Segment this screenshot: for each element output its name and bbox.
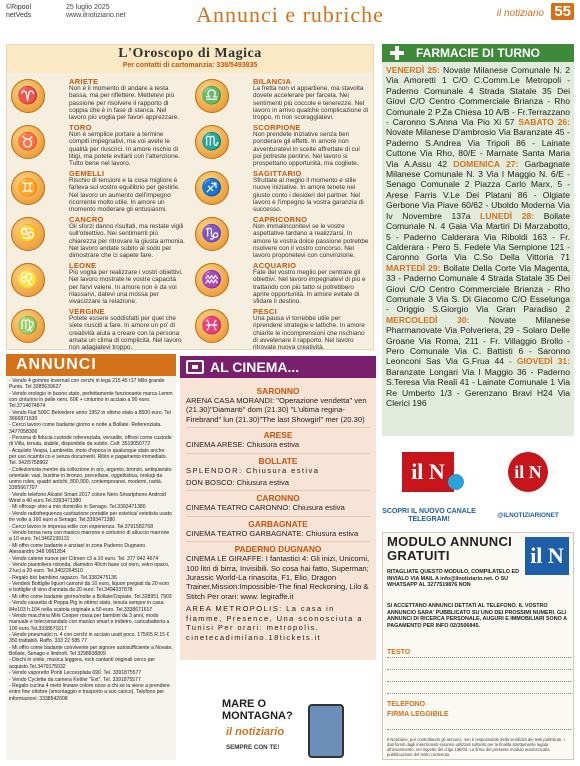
sign-name: VERGINE: [69, 307, 105, 316]
summer-ad[interactable]: [206, 696, 354, 760]
page-number: 55: [551, 3, 574, 20]
divider: [186, 427, 370, 428]
telegram-promo[interactable]: [382, 446, 476, 528]
classified-ad: - Cerco lavoro come badante giorno e notte a Bollate. Referenziata. 3477058306: [9, 422, 162, 435]
ad-headline: MARE O MONTAGNA?: [222, 698, 293, 722]
divider: [186, 490, 370, 491]
classified-ad: - Vendo macchina Mini Cooper rossa per bambini da 3 anni, modo manuale e telecomandato con manico smart e indietro, caricabatteria a 100 euro.Tel.3338671617: [9, 613, 170, 632]
classified-ad: - Acquisto Vespa, Lambretta, moto d'epoca in qualunque stato anche per uso ricambi co e senza documenti. Ritiro e pagamento immediato. Tel. 342/5758902: [9, 447, 167, 467]
horoscope-sign: [191, 305, 373, 350]
horoscope-sign: [7, 259, 189, 304]
pharmacy-list-text: Novate Milanese Pharmanovate Via Polveriera, 29 - Solaro Delle Groane Via Roma, 211 - Fr. Villaggio Brollo - Pero Comunale Via C. Battisti 6 - Saronno Leonconi Sas Via G.Frua 44: [386, 314, 570, 367]
zodiac-icon: ♈: [11, 79, 45, 113]
classified-ad: - Cerco lavoro in impresa edile con esperienza. Tel.3791582768: [9, 523, 154, 530]
classifieds-title: ANNUNCI: [6, 354, 176, 376]
section-title: Annunci e rubriche: [196, 2, 384, 27]
text-field-line[interactable]: [387, 657, 571, 658]
signature-field-label: FIRMA LEGGIBILE: [387, 711, 449, 718]
cinema-listing: ARENA CASA MORANDI: "Operazione vendetta" ven (21.30)"Diamanti" dom (21.30) "L'ultima regina-Firebrand" lun (21.30)"The last Showgirl" mer (20.30): [186, 396, 367, 424]
zodiac-icon: ♒: [195, 263, 229, 297]
zodiac-icon: ♍: [11, 309, 45, 343]
horoscope-sign: [191, 167, 373, 212]
sign-name: SCORPIONE: [253, 123, 301, 132]
phone-icon: [308, 704, 344, 758]
sign-forecast: Non è semplice portare a termine compiti impegnativi, ma voi avete le qualità per riuscirci. In amore rischio di litigi, ma potete evitarli con l'attenzione. Tutto bene nel lavoro.: [69, 131, 180, 168]
classified-ad: - Collezionista mentre da collezione in oro, argento, bronzo, antiquariato orientale: vasi, bustine in bronzo, porcellane, oggettistica, orologi da uomo rolex, quadri antichi, 800,900, contemporanei, moderni, rarità. 3395667707: [9, 466, 172, 492]
phone-field-label: TELEFONO: [387, 701, 426, 708]
sign-forecast: Gli sforzi danno risultati, ma restate vigili sull'obiettivo. Nei sentimenti più chiarezza per ritrovare la giusta armonia. Nel lavoro andate subito al sodo per dimostrare che ci sapete fare.: [69, 223, 185, 260]
sign-name: ACQUARIO: [253, 261, 297, 270]
cinema-town: CARONNO: [256, 493, 300, 504]
sign-name: SAGITTARIO: [253, 169, 302, 178]
zodiac-icon: ♎: [195, 79, 229, 113]
horoscope-sign: [7, 213, 189, 258]
sign-forecast: Rischio di tensioni e la cosa migliore è farleva sul vostro equilibrio per gestirle. Nel lavoro un aumento dell'impegno ricorrente molto utile. In amore un momento moderare gli entusiasmi.: [69, 177, 180, 214]
form-instructions: RITAGLIATE QUESTO MODULO, COMPILATELO ED INVIALO VIA MAIL A info@ilnotiziario.net. O SU WHATSAPP AL 3277519876 NON: [387, 569, 519, 589]
text-field-line[interactable]: [387, 669, 571, 670]
sign-forecast: Una pausa vi torrebbe utile per riprendere strategie e tattiche. In amore chiarite le incomprensioni che rischiano di avvelenare il rapporto. Nel lavoro ritrovate nuova creatività.: [253, 315, 365, 352]
pharmacy-list-text: Garbagnate Milanese Comunale N. 3 Via I Maggio N. 6/E - Senago Comunale 2 Piazza Carlo Marx, 5 - Arese Farris V.Le Dei Platani 86 - Olgiate Gerbone Via Piave 60/62 - Uboldo Moderna Via Iv Novembre 137a: [386, 158, 571, 221]
zodiac-icon: ♐: [195, 171, 229, 205]
pharmacy-title: FARMACIE DI TURNO: [416, 46, 540, 60]
social-section: [382, 446, 574, 528]
sign-name: BILANCIA: [253, 77, 292, 86]
cinema-listing: CINEMA LE GIRAFFE: I fantastici 4: Gli inizi, Unicorni, 100 litri di birra, Invisibili. So cosa hai fatto, Superman; Jurassic World-La rinascita, F1, Elio, Dragon Trainer,Mission:Impossible-The final Reckoning, Lilo & Stitch Per orari: www. legiraffe.it: [186, 554, 370, 601]
pharmacy-day: SABATO 26:: [518, 117, 570, 128]
pharmacy-day: MARTEDÌ 29:: [386, 262, 441, 273]
classifieds-list: [6, 376, 176, 760]
telegram-icon: [448, 474, 464, 490]
classified-ad: - Regalo bici bambino ragazzo. Tel.3382475136: [9, 574, 117, 581]
classified-ad: - Vendo vaporetto Ponti Leccesplata 690. Tel. 3391875577: [9, 670, 142, 677]
cinema-town: PADERNO DUGNANO: [234, 544, 322, 555]
page-header: [0, 0, 580, 44]
cinema-header: [180, 356, 376, 378]
horoscope-sign: [7, 305, 189, 350]
divider: [186, 453, 370, 454]
cinema-listing: CINEMA ARESE: Chiusura estiva: [186, 440, 300, 450]
horoscope-sign: [191, 213, 373, 258]
cinema-listing: SPLENDOR: Chiusura estiva: [186, 465, 320, 475]
sign-forecast: Potete essere soddisfatti per quel che siete riusciti a fare. In amore un po' di creatività aiuta a creare con la persona amata un clima di complicità. Nel lavoro non adagiatevi troppo.: [69, 315, 182, 352]
sign-name: LEONE: [69, 261, 97, 270]
zodiac-icon: ♉: [11, 125, 45, 159]
form-disclaimer: Il Notiziario, pur controllando gli annunci, non è responsabile della veridicità dei testi pubblicati. I dati forniti dagli inserzionisti saranno utilizzati soltanto per la finalità strettamente legata all'inserimento, nel rispetto del d.lgs 196/03. La firma del presente modulo autorizza alla pubblicazione del testo contenuto.: [387, 737, 565, 757]
horoscope-header: [7, 45, 373, 73]
pharmacy-day: VENERDÌ 25:: [386, 65, 440, 75]
instagram-logo-icon: il N: [508, 452, 548, 492]
cinema-town: SARONNO: [256, 386, 300, 396]
zodiac-icon: ♋: [11, 217, 45, 251]
newspaper-logo: il N: [402, 452, 454, 492]
cinema-town: BOLLATE: [258, 455, 298, 466]
zodiac-icon: ♑: [195, 217, 229, 251]
horoscope-contact: Per contatti di cartomanzia: 338/5493835: [122, 62, 258, 69]
text-field-line[interactable]: [387, 681, 571, 682]
horoscope-sign: [7, 75, 189, 120]
sign-forecast: La fretta non vi appartiene, ma stavolta dovete accelerare per farcela. Nei sentimenti più coccole e tenerezze. Nel lavoro in arrivo qualche complicazione di troppo, m non scoraggiatevi.: [253, 85, 369, 122]
pharmacy-entry: [386, 263, 570, 315]
classified-ad: - Vendo cassetta di Peppa Pig in ottimo stato, tenuta sempre in casa: 84x103 h.104 nella scatola originale a 50 euro. Tel.3338671617: [9, 600, 165, 613]
classified-ad: - Mi offro come badante convivente per signore autosufficiente a Novate, Bollate, Senago e limitrofi. Tel 3298838809: [9, 644, 173, 657]
cinema-listing: AREA METROPOLIS: La casa in fiamme, Presence, Una sconosciuta a Tunisi Per orari: metropolis. cinetecadimilano.18tickets.it: [186, 604, 363, 642]
zodiac-icon: ♌: [11, 263, 45, 297]
horoscope-sign: [191, 121, 373, 166]
sign-name: GEMELLI: [69, 169, 105, 178]
pharmacy-list-text: Bollate Comunale N. 4 Gaia Via Martiri Di Marzabotto, 5 - Paderno Calderara Via Riboldi 163 - Fr. Calderara - Pero S. Fedele Via Sempione 121 - Caronno Gorla Via C.So Della Vittoria 71: [386, 210, 571, 263]
sign-forecast: Non immalinconitevi se le vostre aspettative tardano a realizzarsi. In amore la vostra dolce passione potrebbe risolvere con il vostro concorso. Nel lavoro proponetevi con convinzione.: [253, 223, 369, 260]
classified-ad: - Vendo Fiat 500C Belvedere anno 1952 in ottimo stato a 8500 euro. Tel 3666871630: [9, 409, 171, 422]
divider: [186, 516, 370, 517]
classified-ad: - Vendo piantoliera rotonda, diametro 40cm base col nero, vetro opaco, 2 luci a 20 euro. Tel.3402264510: [9, 562, 170, 575]
classified-ad: - Persona di fiducia custode referenziata, versatile, offresi come custode di Villa, tenuta, stabile, disponibile da subito. Cell: 3519050772: [9, 435, 172, 448]
cinema-listings: [180, 378, 376, 660]
instagram-promo[interactable]: [482, 446, 574, 528]
sign-name: TORO: [69, 123, 92, 132]
classified-ad: - Vendo borsa nera con manico marrone e cinturino di alluccio marrone a 10 euro. Tel.3462199131: [9, 530, 170, 543]
classifieds-section: [6, 354, 176, 760]
horoscope-title: L'Oroscopo di Magica: [118, 46, 262, 61]
ad-tagline: SEMPRE CON TE!: [226, 744, 280, 751]
cinema-listing: CINEMA TEATRO GARBAGNATE: Chiusura estiva: [186, 528, 359, 538]
site-link[interactable]: www.ilnotiziario.net: [66, 12, 126, 19]
sign-forecast: Non prendete iniziative senza ben ponderare gli effetti. In amore non avventuratevi in scelte affrettate di cui poi potreste pentirvi. Nel lavoro si prospettano opportunità, ma cogliete.: [253, 131, 360, 168]
horoscope-section: [6, 44, 374, 350]
text-field-label: TESTO: [387, 649, 411, 656]
instagram-handle: @ILNOTIZIARIONET: [497, 512, 559, 519]
signature-field-line[interactable]: [387, 729, 571, 730]
classified-ad: - Vendo pneumatici n. 4 con cerchi in acciaio usati poco. 175/65 R.15 € 350 trattabili. Raffo. 333 22 585 77: [9, 632, 170, 645]
cinema-title: AL CINEMA...: [210, 359, 300, 375]
pharmacy-list-text: Novate Milanese D'ambrosio Via Baranzate 45 - Paderno S.Andrea Via Tripoli 86 - Lainate Cuttone Via Rho, 80/E - Marnate Santa Maria Via A.Assu 42: [386, 127, 570, 169]
classified-ad: - Regalo cucina 4 metri lineare colore noce a chi se la viene a prendere entro fine ottobre (smontaggio e trasporto a suo carico). Telefono per informazioni: 3338542008: [9, 683, 170, 702]
zodiac-icon: ♏: [195, 125, 229, 159]
form-logo: il N: [525, 537, 569, 575]
pharmacy-day: LUNEDÌ 28:: [480, 210, 535, 221]
pharmacy-day: - GIOVEDÌ 31:: [509, 356, 571, 367]
pharmacy-list-text: Bollate Della Corte Via Magenta, 33 - Paderno Comunale 4 Strada Statale 35 Dei Giovi C/O Centro Commerciale Brianza - Rho Comunale 3 Via S. Di Giacomo C/O Esselunga - Origgio S.Giorgio Via Gran Paradiso 2: [386, 262, 570, 315]
date-text: 25 luglio 2025: [66, 4, 110, 11]
brand-name: il notiziario: [496, 8, 544, 19]
sign-forecast: Non è il momento di andare a testa bassa, ma per riflettere. Mettetevi più passione per risolvere il rapporto di coppia che è in fase di stanca. Nel lavoro più voglia per favori apprezzare.: [69, 85, 180, 122]
classified-ad: - Vendo radiofrequenza cavitazione portatile per estetica/ estetista usato tre volte a 160 euro a Senago. Tel.3393471380: [9, 510, 172, 524]
classified-ad: - Vendo Cyclette da camera Kettler "Ext". Tel. 3391875577: [9, 676, 141, 683]
pharmacy-day: DOMENICA 27:: [453, 158, 519, 169]
horoscope-sign: [191, 75, 373, 120]
horoscope-sign: [7, 167, 189, 212]
cinema-listing: DON BOSCO: Chiusura estiva: [186, 478, 289, 488]
film-camera-icon: [186, 360, 204, 374]
classified-ad: - Vendesi Bottiglie liquori carrarvi da 10 euro, liquori pregiati da 20 euro e bottiglie di vino d'annata da 20 euro. Tel.3494337878: [9, 581, 170, 594]
classified-ad: - Vendo 4 gomme invernali con cerchi in lega 215 45 r17 Milo grande Punto. Tel 3385639627: [9, 378, 165, 391]
horoscope-sign: [7, 121, 189, 166]
divider: [186, 541, 370, 542]
classified-ad: - Mi offrospr stiro a mio domicilio in Senago. Tel.3393471380: [9, 504, 146, 511]
form-rules: SI ACCETTANO ANNUNCI DETTATI AL TELEFONO. IL VOSTRO ANNUNCIO SARA' PUBBLICATO SU UNO DEI PROSSIMI NUMERI. GLI ANNUNCI DI RICERCA PERSONALE, AUGURI E IMMOBILIARI SONO A PAGAMENTO PER INFO 02/3506845.: [387, 603, 567, 629]
pharmacy-section: [382, 44, 574, 436]
cinema-town: ARESE: [263, 430, 293, 441]
classified-ad: - Mi offro come badante giorno/notte a Bollate/Ospiate. Tel.328951 7903: [9, 593, 172, 600]
classified-ad: - Vendo orologio in buono stato, perfettamente funzionante marca Lemm con cinturino in pelle nero, 60€ + cinturino in acciaio a 90 euro. Tel.3714674874: [9, 390, 173, 410]
sign-forecast: Più voglia per realizzare i vostri obiettivi. Nel lavoro mostrate le vostre capacità per farvi valere. In amore non è da voi rilassarvi, datevi una mossa per vivacizzare la relazione.: [69, 269, 183, 306]
sign-name: ARIETE: [69, 77, 99, 86]
sign-name: CANCRO: [69, 215, 104, 224]
ad-brand: il notiziario: [226, 726, 285, 738]
pharmacy-day: MERCOLEDÌ 30:: [386, 314, 470, 325]
zodiac-icon: ♓: [195, 309, 229, 343]
sign-name: CAPRICORNO: [253, 215, 308, 224]
classified-ad: - Mi offro come badante e anziani in zona Paderno Dugnano. Alessandro 348 0961854: [9, 542, 147, 556]
sign-name: PESCI: [253, 307, 278, 316]
form-title: MODULO ANNUNCI GRATUITI: [387, 534, 513, 563]
classified-ad: - Dischi in vinile, musica leggera, rock cantanti originali cerco per acquisto.Tel.3479175032: [9, 657, 156, 670]
cinema-section: [180, 356, 376, 760]
pharmacy-cross-icon: [390, 46, 404, 60]
zodiac-icon: ♊: [11, 171, 45, 205]
sign-forecast: Fate del vostro meglio per centrare gli obiettivi. Nel lavoro impegnatevi di più e trattando con più tatto si potrebbero aprire opportunità. In amore evitate di sfidare il destino.: [253, 269, 366, 306]
pharmacy-list: [382, 62, 574, 411]
sign-forecast: Sfruttate al meglio il momento e stile nuove iniziative. In amore tenete nei giusto conto i desideri del partner. Nel lavoro è l'impegno la vostra garanzia di successo.: [253, 177, 364, 214]
cinema-listing: CINEMA TEATRO CARONNO: Chiusura estiva: [186, 503, 345, 513]
free-ad-form: [382, 532, 574, 760]
telegram-text: SCOPRI IL NUOVO CANALE TELEGRAM!: [382, 508, 476, 523]
classified-ad: - Vendo telefono Alcatel Smart 2017 colore Nero Smartphone Android Wind a 40 euro.Tel.3393471380: [9, 491, 166, 504]
horoscope-sign: [191, 259, 373, 304]
pharmacy-list-text: Baranzate Longari Via I Maggio 36 - Paderno S.Teresa Via Reali 41 - Lainate Comunale 1 Via Re Umberto 1/3 - Gerenzano Bravi H24 Via Clerici 196: [386, 366, 570, 408]
cinema-town: GARBAGNATE: [248, 518, 308, 529]
pharmacy-list-text: Novate Milanese Comunale N. 2 Via Amoretti 1 C/O C.Comm.Le Metropoli - Paderno Comunale 4 Strada Statale 35 Dei Giovi C/O Centro Commerciale Brianza - Rho Comunale 2 P.Za Chiesa 10 A/B - Fr.Terrazzano - Caronno S.Anna Via Pio Xi 57: [386, 65, 570, 128]
pharmacy-header: [382, 44, 574, 62]
classified-ad: - Vendo catene nuove per Citroen c3 a 10 euro. Tel. 377 942 4674: [9, 555, 159, 562]
text-field-line[interactable]: [387, 693, 571, 694]
publisher-logo: ©Ripool netVeds: [6, 4, 32, 19]
